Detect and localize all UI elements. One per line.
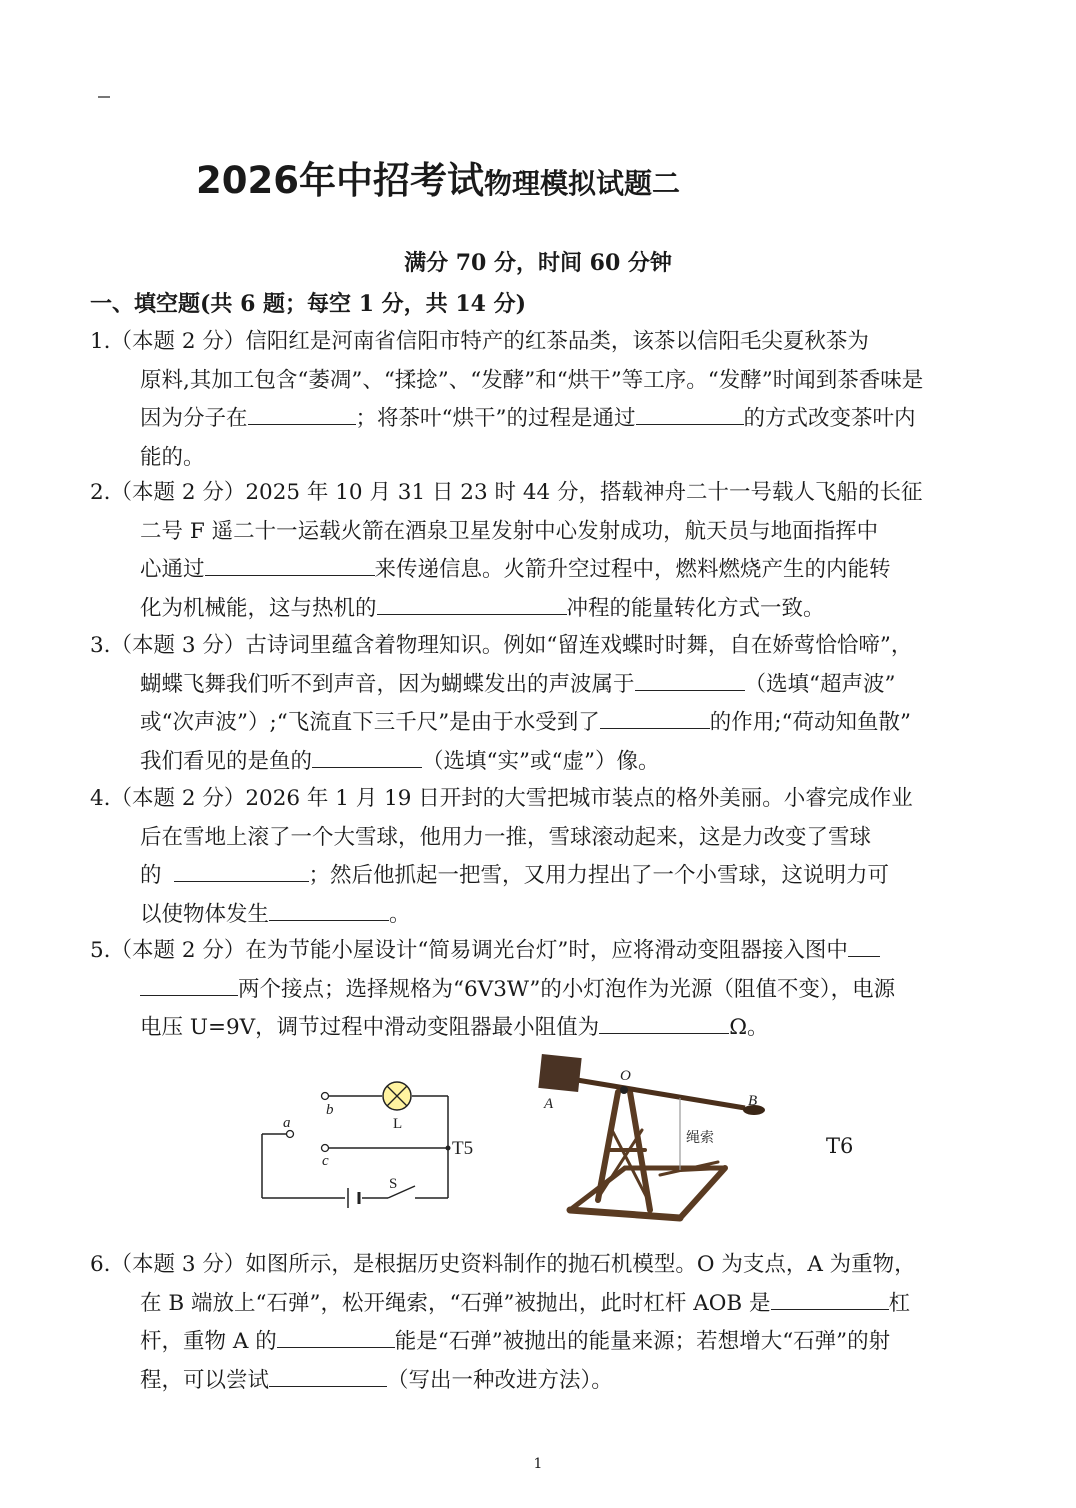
- q6-line-2: [90, 1285, 990, 1324]
- q2-line-3: [90, 551, 990, 590]
- q2-line-2: 二号 F 遥二十一运载火箭在酒泉卫星发射中心发射成功，航天员与地面指挥中: [140, 518, 879, 544]
- q3-blank-3[interactable]: [312, 743, 422, 768]
- q3-line-4: [90, 743, 990, 782]
- junction-dot: [446, 1146, 451, 1151]
- q6-text-b: 杠: [888, 1290, 911, 1316]
- q6-text-c: 杆，重物 A 的: [140, 1329, 277, 1355]
- q5-text-c: 电压 U=9V，调节过程中滑动变阻器最小阻值为: [140, 1015, 600, 1041]
- q4-text-d: 。: [389, 901, 411, 927]
- circuit-diagram: [250, 1070, 500, 1210]
- q3-text-c: 或“次声波”）;“飞流直下三千尺”是由于水受到了: [140, 710, 600, 736]
- q6-text-f: （写出一种改进方法）。: [387, 1367, 613, 1393]
- q6-blank-2[interactable]: [277, 1323, 395, 1348]
- q2-text-c: 化为机械能，这与热机的: [140, 595, 377, 621]
- q6-blank-1[interactable]: [771, 1285, 889, 1310]
- q2-text-b: 来传递信息。火箭升空过程中，燃料燃烧产生的内能转: [374, 557, 891, 583]
- q4-text-c: 以使物体发生: [140, 901, 270, 927]
- q3-text-b: （选填“超声波”: [744, 671, 896, 697]
- label-b: b: [326, 1102, 334, 1118]
- section-heading: 一、填空题(共 6 题；每空 1 分，共 14 分): [90, 291, 527, 317]
- q6-blank-3[interactable]: [269, 1362, 387, 1387]
- exam-info-text: 满分 70 分，时间 60 分钟: [404, 250, 672, 276]
- terminal-a: [287, 1131, 294, 1138]
- q5-blank-1b[interactable]: [140, 971, 238, 996]
- corner-mark: [98, 96, 110, 102]
- title-main: 2026年中招考试: [196, 159, 484, 202]
- question-3: [90, 627, 990, 781]
- q2-line-1: 2.（本题 2 分）2025 年 10 月 31 日 23 时 44 分，搭载神舟二十一号载人飞船的长征: [90, 480, 923, 505]
- q2-text-d: 冲程的能量转化方式一致。: [566, 595, 825, 621]
- q6-text-e: 程，可以尝试: [140, 1367, 270, 1393]
- q1-text-a: 因为分子在: [140, 406, 248, 432]
- catapult-arm: [538, 1054, 765, 1115]
- q5-blank-2[interactable]: [599, 1009, 729, 1034]
- question-1: [90, 323, 990, 477]
- page-number: 1: [533, 1456, 543, 1472]
- q3-text-e: 我们看见的是鱼的: [140, 748, 313, 774]
- q4-line-2: 后在雪地上滚了一个大雪球，他用力一推，雪球滚动起来，这是力改变了雪球: [140, 824, 872, 850]
- q1-blank-2[interactable]: [636, 400, 744, 425]
- q6-line-4: [90, 1362, 990, 1401]
- battery-icon: [348, 1188, 359, 1208]
- terminal-b: [322, 1093, 329, 1100]
- catapult-frame: [570, 1092, 725, 1218]
- question-5: [90, 932, 990, 1048]
- q3-line-3: [90, 704, 990, 743]
- q6-text-a: 在 B 端放上“石弹”，松开绳索，“石弹”被抛出，此时杠杆 AOB 是: [140, 1290, 771, 1316]
- page-title: [196, 150, 680, 204]
- q5-text-b: 两个接点；选择规格为“6V3W”的小灯泡作为光源（阻值不变），电源: [238, 976, 896, 1002]
- q2-blank-2[interactable]: [377, 590, 567, 615]
- question-4: [90, 780, 990, 934]
- q3-blank-1[interactable]: [635, 666, 745, 691]
- q1-blank-1[interactable]: [248, 400, 356, 425]
- q4-line-1: 4.（本题 2 分）2026 年 1 月 19 日开封的大雪把城市装点的格外美丽。小睿完成作业: [90, 786, 913, 811]
- q1-line-3: [90, 400, 990, 439]
- label-t6: T6: [826, 1134, 854, 1158]
- q6-line-1: 6.（本题 3 分）如图所示，是根据历史资料制作的抛石机模型。O 为支点，A 为重物，: [90, 1252, 916, 1277]
- label-a: a: [283, 1115, 291, 1131]
- q6-text-d: 能是“石弹”被抛出的能量来源；若想增大“石弹”的射: [394, 1329, 891, 1355]
- q6-line-3: [90, 1323, 990, 1362]
- lamp-icon: [383, 1082, 411, 1110]
- label-c: c: [322, 1153, 329, 1169]
- question-2: [90, 474, 990, 628]
- q5-line-1: [90, 932, 990, 971]
- q5-line-2: [90, 971, 990, 1010]
- q4-line-3: [90, 857, 990, 896]
- q4-blank-2[interactable]: [269, 896, 389, 921]
- q5-text-d: Ω。: [729, 1015, 769, 1041]
- terminal-c: [322, 1145, 329, 1152]
- label-rope: 绳索: [686, 1130, 714, 1146]
- label-b-end: B: [748, 1093, 758, 1109]
- exam-info: [0, 246, 1076, 277]
- question-6: [90, 1246, 990, 1400]
- label-o: O: [620, 1068, 631, 1084]
- q2-blank-1[interactable]: [205, 551, 375, 576]
- q1-line-2: 原料,其加工包含“萎凋”、“揉捻”、“发酵”和“烘干”等工序。“发酵”时闻到茶香味是: [140, 367, 924, 393]
- label-t5: T5: [452, 1138, 474, 1159]
- label-s: S: [389, 1176, 398, 1192]
- catapult-figure: [530, 1050, 790, 1225]
- q2-text-a: 心通过: [140, 557, 205, 583]
- title-sub: 物理模拟试题二: [483, 167, 680, 200]
- q4-text-b: ；然后他抓起一把雪，又用力捏出了一个小雪球，这说明力可: [308, 863, 890, 889]
- q1-line-4: 能的。: [140, 444, 205, 470]
- q3-text-d: 的作用;“荷动知鱼散”: [709, 710, 911, 736]
- q3-text-f: （选填“实”或“虚”）像。: [422, 748, 660, 774]
- q5-text-a: 5.（本题 2 分）在为节能小屋设计“简易调光台灯”时，应将滑动变阻器接入图中: [90, 938, 848, 963]
- q3-text-a: 蝴蝶飞舞我们听不到声音，因为蝴蝶发出的声波属于: [140, 671, 635, 697]
- label-l: L: [393, 1116, 403, 1132]
- q3-line-1: 3.（本题 3 分）古诗词里蕴含着物理知识。例如“留连戏蝶时时舞，自在娇莺恰恰啼”，: [90, 633, 913, 658]
- label-a-weight: A: [544, 1096, 554, 1112]
- q1-line-1: 1.（本题 2 分）信阳红是河南省信阳市特产的红茶品类，该茶以信阳毛尖夏秋茶为: [90, 329, 869, 354]
- q2-line-4: [90, 590, 990, 629]
- q1-text-b: ；将茶叶“烘干”的过程是通过: [355, 406, 636, 432]
- q5-blank-1a[interactable]: [848, 932, 880, 957]
- q4-blank-1[interactable]: [174, 857, 309, 882]
- q3-blank-2[interactable]: [600, 704, 710, 729]
- q3-line-2: [90, 666, 990, 705]
- q5-line-3: [90, 1009, 990, 1048]
- q1-text-c: 的方式改变茶叶内: [743, 406, 916, 432]
- q4-text-a: 的: [140, 863, 162, 889]
- q4-line-4: [90, 896, 990, 935]
